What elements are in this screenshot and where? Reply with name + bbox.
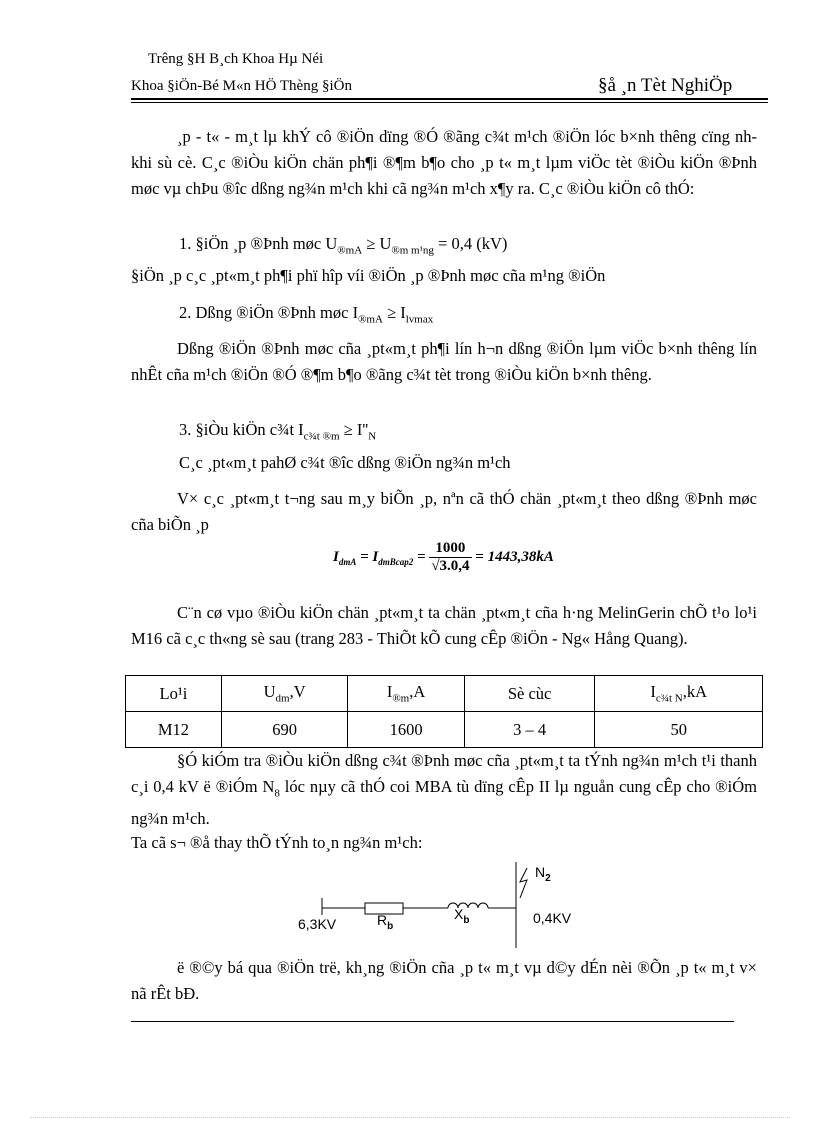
formula-denominator: √3.0,4	[431, 558, 470, 574]
source-voltage-label: 6,3KV	[298, 916, 337, 932]
header-faculty: Khoa §iÖn-Bé M«n HÖ Thèng §iÖn	[131, 78, 352, 94]
condition-current: 2. Dßng ®iÖn ®Þnh møc $I_{®mA} \ge I_{lvmax}$	[179, 303, 434, 326]
table-header-cell: $I_{c\frac{3}{4}t N},kA$	[595, 676, 763, 712]
fault-label: $N_2$	[535, 864, 551, 884]
table-cell: 50	[595, 712, 763, 748]
condition-voltage: 1. §iÖn ¸p ®Þnh møc $U_{®mA} \ge U_{®m m^1ng} = 0,4$ (kV)	[179, 234, 508, 257]
bus-voltage-label: 0,4KV	[533, 910, 572, 926]
formula-rated-current: $I_{dmA} = I_{dmBcap2}$ = $\frac{1000}{√3.0,4}$ = 1443,38kA	[333, 540, 554, 574]
page-bottom-border	[30, 1117, 790, 1118]
paragraph-selection-basis: V× c¸c ¸pt«m¸t t¬ng sau m¸y biÕn ¸p, nªn cã thÓ chän ¸pt«m¸t theo dßng ®Þnh møc cña biÕn ¸p	[131, 489, 757, 534]
table-cell: M12	[126, 712, 222, 748]
table-header-cell: $U_{dm},V$	[221, 676, 347, 712]
table-cell: 3 – 4	[464, 712, 595, 748]
table-cell: 690	[221, 712, 347, 748]
paragraph-assumption: ë ®©y bá qua ®iÖn trë, kh¸ng ®iÖn cña ¸p t« m¸t vµ d©y dÉn nèi ®Õn ¸p t« m¸t v× nã rÊt bÐ.	[131, 958, 757, 1003]
paragraph-intro: ¸p - t« - m¸t lµ khÝ cô ®iÖn dïng ®Ó ®ãng c¾t m¹ch ®iÖn lóc b×nh thêng cïng nh khi sù cè. C¸c ®iÒu kiÖn chän ph¶i ®¶m b¶o cho ¸p t« m¸t lµm viÖc tèt ®iÒu kiÖn ®Þnh møc vµ chÞu ®îc dßng ng¾n m¹ch khi cã ng¾n m¹ch x¶y ra. C¸c ®iÒu kiÖn cô thÓ:	[131, 127, 757, 198]
paragraph-short-circuit-check: §Ó kiÓm tra ®iÒu kiÖn dßng c¾t ®Þnh møc cña ¸pt«m¸t ta tÝnh ng¾n m¹ch t¹i thanh c¸i 0,4 kV ë ®iÓm $N_8$ lóc nµy cã thÓ coi MBA tù dïng cÊp II lµ nguån cung cÊp cho ®iÓm ng¾n m¹ch.	[131, 751, 757, 829]
paragraph-current-note: Dßng ®iÖn ®Þnh møc cña ¸pt«m¸t ph¶i lín h¬n dßng ®iÖn lµm viÖc b×nh thêng lín nhÊt cña m¹ch ®iÖn ®Ó ®¶m b¶o ®ãng c¾t tèt trong ®iÒu kiÖn b×nh thêng.	[131, 339, 757, 384]
fault-arrow-icon	[520, 868, 527, 898]
paragraph-breaking-note: C¸c ¸pt«m¸t pahØ c¾t ®îc dßng ®iÖn ng¾n m¹ch	[179, 453, 511, 472]
reactance-label: $X_b$	[454, 906, 470, 926]
table-header-cell: Sè cùc	[464, 676, 595, 712]
table-header-cell: Lo¹i	[126, 676, 222, 712]
header-document-title: §å ¸n Tèt NghiÖp	[598, 75, 733, 96]
paragraph-breaker-choice: C¨n cø vµo ®iÒu kiÖn chän ¸pt«m¸t ta chän ¸pt«m¸t cña h·ng MelinGerin chÕ t¹o lo¹i M16 cã c¸c th«ng sè sau (trang 283 - ThiÕt kÕ cung cÊp ®iÖn - Ng« Hång Quang).	[131, 603, 757, 648]
resistor-label: $R_b$	[377, 912, 394, 932]
table-header-cell: $I_{®m},A$	[348, 676, 464, 712]
formula-numerator: 1000	[429, 540, 471, 558]
header-school: Trêng §H B¸ch Khoa Hµ Néi	[148, 51, 324, 67]
footer-rule	[131, 1021, 734, 1022]
table-cell: 1600	[348, 712, 464, 748]
condition-breaking: 3. §iÒu kiÖn c¾t $I_{c\frac{3}{4}t ®m} \ge I''_N$	[179, 420, 377, 443]
paragraph-voltage-note: §iÖn ¸p c¸c ¸pt«m¸t ph¶i phï hîp víi ®iÖn ¸p ®Þnh møc cña m¹ng ®iÖn	[131, 266, 606, 285]
paragraph-diagram-intro: Ta cã s¬ ®å thay thÕ tÝnh to¸n ng¾n m¹ch:	[131, 833, 423, 852]
